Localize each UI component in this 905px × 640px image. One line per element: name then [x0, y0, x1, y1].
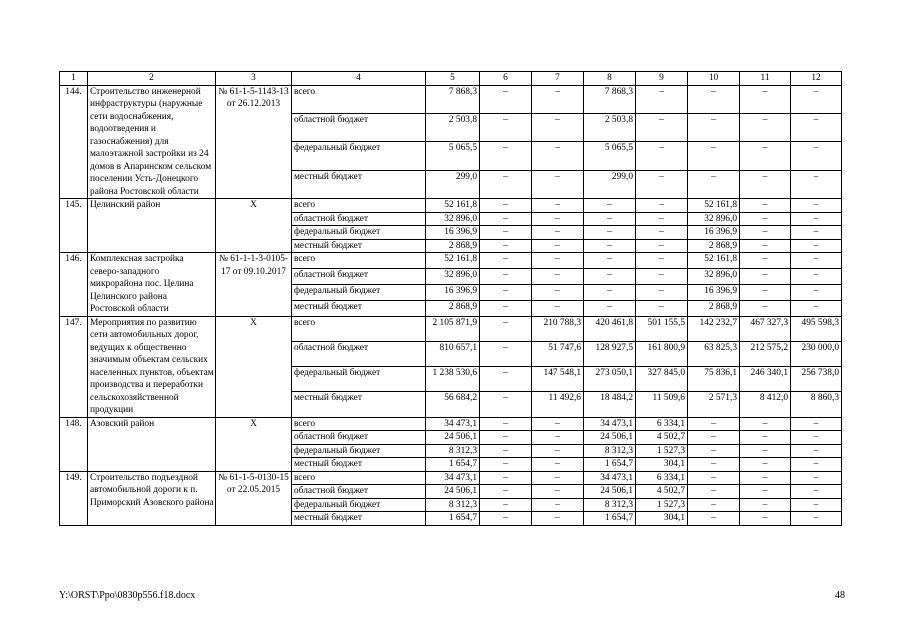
budget-source: местный бюджет: [292, 392, 426, 417]
value-cell: 16 396,9: [688, 226, 740, 240]
budget-source: областной бюджет: [292, 431, 426, 445]
value-cell: –: [688, 498, 740, 512]
value-cell: 32 896,0: [688, 268, 740, 284]
value-cell: 299,0: [584, 170, 636, 198]
value-cell: 8 312,3: [584, 444, 636, 458]
value-cell: –: [532, 199, 584, 213]
value-cell: –: [791, 300, 842, 316]
header-cell: 4: [292, 72, 426, 86]
value-cell: 63 825,3: [688, 341, 740, 366]
budget-source: федеральный бюджет: [292, 498, 426, 512]
value-cell: –: [791, 512, 842, 526]
value-cell: –: [740, 239, 791, 253]
value-cell: –: [480, 142, 532, 170]
value-cell: 6 334,1: [636, 471, 688, 485]
value-cell: –: [791, 85, 842, 113]
value-cell: –: [688, 485, 740, 499]
value-cell: –: [584, 239, 636, 253]
value-cell: 52 161,8: [426, 253, 480, 269]
value-cell: –: [532, 142, 584, 170]
value-cell: 2 571,3: [688, 392, 740, 417]
value-cell: –: [740, 212, 791, 226]
value-cell: 210 788,3: [532, 316, 584, 341]
value-cell: 16 396,9: [426, 284, 480, 300]
table-row: [60, 417, 842, 431]
row-number: 148.: [60, 417, 88, 471]
value-cell: 246 340,1: [740, 367, 791, 392]
value-cell: 16 396,9: [688, 284, 740, 300]
footer-file-path: Y:\ORST\Ppo\0830p556.f18.docx: [59, 590, 196, 601]
value-cell: –: [636, 85, 688, 113]
value-cell: –: [532, 417, 584, 431]
value-cell: 420 461,8: [584, 316, 636, 341]
value-cell: 2 868,9: [426, 239, 480, 253]
value-cell: –: [532, 300, 584, 316]
value-cell: –: [480, 113, 532, 141]
value-cell: –: [688, 417, 740, 431]
value-cell: –: [740, 485, 791, 499]
budget-source: федеральный бюджет: [292, 142, 426, 170]
row-number: 145.: [60, 199, 88, 253]
value-cell: –: [740, 85, 791, 113]
value-cell: –: [480, 392, 532, 417]
value-cell: –: [532, 444, 584, 458]
budget-source: областной бюджет: [292, 485, 426, 499]
value-cell: –: [791, 458, 842, 472]
header-cell: 7: [532, 72, 584, 86]
value-cell: –: [688, 431, 740, 445]
value-cell: 8 312,3: [584, 498, 636, 512]
budget-source: областной бюджет: [292, 212, 426, 226]
value-cell: –: [740, 142, 791, 170]
value-cell: 11 509,6: [636, 392, 688, 417]
value-cell: –: [480, 471, 532, 485]
value-cell: 32 896,0: [426, 268, 480, 284]
value-cell: –: [740, 417, 791, 431]
header-cell: 6: [480, 72, 532, 86]
value-cell: –: [636, 284, 688, 300]
value-cell: –: [532, 512, 584, 526]
value-cell: –: [636, 268, 688, 284]
value-cell: –: [532, 170, 584, 198]
value-cell: 327 845,0: [636, 367, 688, 392]
value-cell: 8 412,0: [740, 392, 791, 417]
budget-source: федеральный бюджет: [292, 226, 426, 240]
value-cell: –: [532, 268, 584, 284]
value-cell: 212 575,2: [740, 341, 791, 366]
value-cell: –: [584, 253, 636, 269]
value-cell: –: [740, 471, 791, 485]
value-cell: 7 868,3: [426, 85, 480, 113]
value-cell: –: [480, 316, 532, 341]
value-cell: 5 065,5: [584, 142, 636, 170]
value-cell: –: [791, 498, 842, 512]
value-cell: 34 473,1: [584, 417, 636, 431]
value-cell: –: [480, 458, 532, 472]
value-cell: 8 312,3: [426, 444, 480, 458]
value-cell: –: [480, 498, 532, 512]
project-name: Строительство подъездной автомобильной дороги к п. Приморский Азовского района: [88, 471, 216, 525]
value-cell: –: [740, 284, 791, 300]
row-number: 149.: [60, 471, 88, 525]
value-cell: –: [688, 113, 740, 141]
value-cell: 32 896,0: [688, 212, 740, 226]
value-cell: –: [740, 431, 791, 445]
value-cell: 24 506,1: [584, 485, 636, 499]
document-ref: № 61-1-1-3-0105-17 от 09.10.2017: [216, 253, 292, 317]
value-cell: –: [740, 300, 791, 316]
value-cell: –: [636, 300, 688, 316]
value-cell: –: [791, 239, 842, 253]
value-cell: 256 738,0: [791, 367, 842, 392]
value-cell: –: [740, 268, 791, 284]
value-cell: –: [480, 239, 532, 253]
value-cell: 11 492,6: [532, 392, 584, 417]
value-cell: –: [791, 113, 842, 141]
value-cell: –: [688, 512, 740, 526]
value-cell: 495 598,3: [791, 316, 842, 341]
value-cell: –: [532, 85, 584, 113]
value-cell: 52 161,8: [688, 253, 740, 269]
value-cell: –: [480, 300, 532, 316]
value-cell: 51 747,6: [532, 341, 584, 366]
value-cell: –: [688, 170, 740, 198]
value-cell: –: [480, 199, 532, 213]
row-number: 146.: [60, 253, 88, 317]
value-cell: –: [532, 485, 584, 499]
value-cell: –: [584, 226, 636, 240]
header-cell: 2: [88, 72, 216, 86]
value-cell: –: [791, 444, 842, 458]
value-cell: –: [791, 212, 842, 226]
value-cell: 142 232,7: [688, 316, 740, 341]
value-cell: –: [480, 512, 532, 526]
value-cell: –: [480, 85, 532, 113]
value-cell: –: [480, 284, 532, 300]
value-cell: 2 503,8: [426, 113, 480, 141]
value-cell: –: [791, 268, 842, 284]
value-cell: 304,1: [636, 458, 688, 472]
document-ref: № 61-1-5-1143-13 от 26.12.2013: [216, 85, 292, 199]
value-cell: 304,1: [636, 512, 688, 526]
value-cell: –: [740, 170, 791, 198]
project-name: Комплексная застройка северо-западного микрорайона пос. Целина Целинского района Ростовской области: [88, 253, 216, 317]
value-cell: –: [480, 485, 532, 499]
value-cell: 8 312,3: [426, 498, 480, 512]
document-ref: Х: [216, 316, 292, 417]
value-cell: –: [740, 512, 791, 526]
value-cell: –: [791, 226, 842, 240]
value-cell: –: [636, 212, 688, 226]
header-cell: 8: [584, 72, 636, 86]
value-cell: –: [532, 458, 584, 472]
value-cell: –: [791, 253, 842, 269]
value-cell: –: [480, 417, 532, 431]
budget-source: областной бюджет: [292, 113, 426, 141]
value-cell: –: [636, 226, 688, 240]
budget-source: федеральный бюджет: [292, 367, 426, 392]
value-cell: 16 396,9: [426, 226, 480, 240]
value-cell: 6 334,1: [636, 417, 688, 431]
value-cell: –: [480, 341, 532, 366]
value-cell: –: [740, 253, 791, 269]
value-cell: –: [532, 498, 584, 512]
value-cell: –: [791, 471, 842, 485]
value-cell: 75 836,1: [688, 367, 740, 392]
value-cell: –: [688, 444, 740, 458]
value-cell: 34 473,1: [426, 417, 480, 431]
table-row: [60, 253, 842, 269]
budget-source: федеральный бюджет: [292, 444, 426, 458]
value-cell: 34 473,1: [426, 471, 480, 485]
value-cell: –: [688, 85, 740, 113]
value-cell: 32 896,0: [426, 212, 480, 226]
budget-source: местный бюджет: [292, 300, 426, 316]
value-cell: –: [480, 431, 532, 445]
value-cell: –: [480, 253, 532, 269]
budget-source: всего: [292, 471, 426, 485]
value-cell: 2 105 871,9: [426, 316, 480, 341]
value-cell: –: [636, 199, 688, 213]
header-cell: 11: [740, 72, 791, 86]
value-cell: 273 050,1: [584, 367, 636, 392]
header-cell: 10: [688, 72, 740, 86]
value-cell: –: [480, 170, 532, 198]
value-cell: 2 868,9: [426, 300, 480, 316]
value-cell: 18 484,2: [584, 392, 636, 417]
value-cell: –: [740, 113, 791, 141]
value-cell: –: [480, 367, 532, 392]
value-cell: 1 654,7: [426, 458, 480, 472]
value-cell: –: [791, 485, 842, 499]
budget-source: областной бюджет: [292, 341, 426, 366]
value-cell: 1 654,7: [584, 458, 636, 472]
value-cell: –: [532, 239, 584, 253]
budget-source: местный бюджет: [292, 512, 426, 526]
budget-source: всего: [292, 253, 426, 269]
project-name: Целинский район: [88, 199, 216, 253]
budget-table: [59, 71, 842, 526]
table-body: [60, 72, 842, 526]
document-ref: № 61-1-5-0130-15 от 22.05.2015: [216, 471, 292, 525]
value-cell: –: [584, 212, 636, 226]
value-cell: –: [480, 226, 532, 240]
budget-source: всего: [292, 199, 426, 213]
value-cell: –: [584, 199, 636, 213]
budget-source: местный бюджет: [292, 458, 426, 472]
row-number: 147.: [60, 316, 88, 417]
value-cell: –: [740, 199, 791, 213]
value-cell: –: [532, 471, 584, 485]
value-cell: –: [584, 300, 636, 316]
header-row: [60, 72, 842, 86]
value-cell: 299,0: [426, 170, 480, 198]
table-row: [60, 316, 842, 341]
budget-source: федеральный бюджет: [292, 284, 426, 300]
value-cell: 34 473,1: [584, 471, 636, 485]
value-cell: 5 065,5: [426, 142, 480, 170]
value-cell: –: [688, 142, 740, 170]
value-cell: 24 506,1: [584, 431, 636, 445]
value-cell: 2 868,9: [688, 239, 740, 253]
value-cell: –: [480, 212, 532, 226]
value-cell: 4 502,7: [636, 431, 688, 445]
value-cell: –: [480, 444, 532, 458]
header-cell: 1: [60, 72, 88, 86]
header-cell: 3: [216, 72, 292, 86]
value-cell: 2 868,9: [688, 300, 740, 316]
value-cell: 810 657,1: [426, 341, 480, 366]
header-cell: 5: [426, 72, 480, 86]
header-cell: 12: [791, 72, 842, 86]
table-row: [60, 85, 842, 113]
value-cell: –: [688, 471, 740, 485]
value-cell: –: [636, 113, 688, 141]
value-cell: –: [791, 199, 842, 213]
value-cell: –: [791, 284, 842, 300]
value-cell: –: [584, 268, 636, 284]
value-cell: 24 506,1: [426, 485, 480, 499]
value-cell: –: [532, 226, 584, 240]
budget-source: всего: [292, 316, 426, 341]
row-number: 144.: [60, 85, 88, 199]
table-row: [60, 471, 842, 485]
project-name: Мероприятия по развитию сети автомобильных дорог, ведущих к общественно значимым объектам сельских населенных пунктов, объектам производства и переработки сельскохозяйственной продукции: [88, 316, 216, 417]
value-cell: –: [636, 253, 688, 269]
budget-source: местный бюджет: [292, 239, 426, 253]
value-cell: –: [791, 142, 842, 170]
document-ref: Х: [216, 417, 292, 471]
value-cell: –: [740, 498, 791, 512]
value-cell: 24 506,1: [426, 431, 480, 445]
value-cell: –: [740, 444, 791, 458]
budget-source: всего: [292, 85, 426, 113]
budget-source: областной бюджет: [292, 268, 426, 284]
value-cell: –: [532, 253, 584, 269]
value-cell: –: [480, 268, 532, 284]
value-cell: 1 527,3: [636, 498, 688, 512]
value-cell: 52 161,8: [688, 199, 740, 213]
budget-source: местный бюджет: [292, 170, 426, 198]
value-cell: –: [636, 239, 688, 253]
value-cell: –: [791, 431, 842, 445]
value-cell: 7 868,3: [584, 85, 636, 113]
value-cell: 128 927,5: [584, 341, 636, 366]
value-cell: 52 161,8: [426, 199, 480, 213]
project-name: Строительство инженерной инфраструктуры (наружные сети водоснабжения, водоотведения и газоснабжения) для малоэтажной застройки из 24 домов в Апаринском сельском поселении Усть-Донецкого района Ростовской области: [88, 85, 216, 199]
value-cell: 467 327,3: [740, 316, 791, 341]
value-cell: –: [688, 458, 740, 472]
value-cell: –: [584, 284, 636, 300]
value-cell: –: [740, 458, 791, 472]
project-name: Азовский район: [88, 417, 216, 471]
page-number: 48: [835, 590, 845, 601]
value-cell: –: [740, 226, 791, 240]
value-cell: –: [636, 142, 688, 170]
budget-source: всего: [292, 417, 426, 431]
value-cell: –: [791, 170, 842, 198]
value-cell: 230 000,0: [791, 341, 842, 366]
value-cell: 161 800,9: [636, 341, 688, 366]
document-ref: Х: [216, 199, 292, 253]
value-cell: 1 238 530,6: [426, 367, 480, 392]
value-cell: –: [532, 212, 584, 226]
value-cell: 1 654,7: [584, 512, 636, 526]
value-cell: 1 654,7: [426, 512, 480, 526]
value-cell: 8 860,3: [791, 392, 842, 417]
value-cell: 1 527,3: [636, 444, 688, 458]
table-row: [60, 199, 842, 213]
value-cell: –: [532, 284, 584, 300]
value-cell: –: [532, 113, 584, 141]
header-cell: 9: [636, 72, 688, 86]
value-cell: 56 684,2: [426, 392, 480, 417]
value-cell: –: [636, 170, 688, 198]
value-cell: 501 155,5: [636, 316, 688, 341]
value-cell: 4 502,7: [636, 485, 688, 499]
value-cell: –: [791, 417, 842, 431]
value-cell: –: [532, 431, 584, 445]
value-cell: 147 548,1: [532, 367, 584, 392]
value-cell: 2 503,8: [584, 113, 636, 141]
